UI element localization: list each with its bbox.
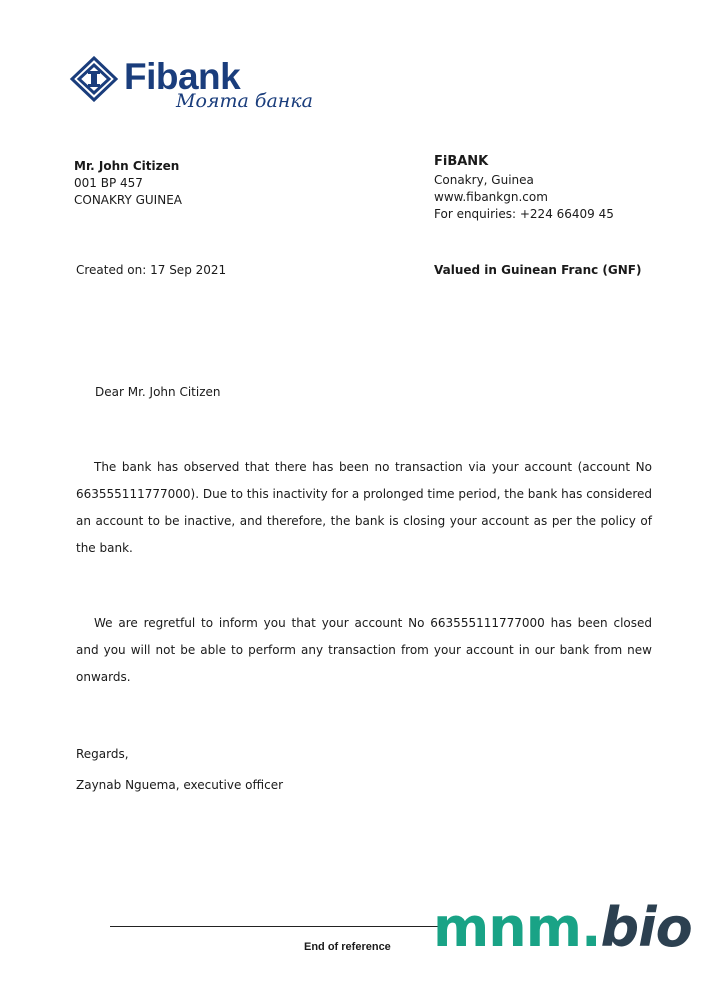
bank-enquiries: For enquiries: +224 66409 45: [434, 207, 614, 221]
paragraph-2: We are regretful to inform you that your account No 663555111777000 has been closed and you will not be able to perform any transaction from your account in our bank from new onwards.: [76, 616, 652, 684]
closing: Regards,: [76, 747, 129, 761]
recipient-name: Mr. John Citizen: [74, 159, 180, 173]
recipient-block: [74, 158, 182, 209]
paragraph-1: The bank has observed that there has been no transaction via your account (account No 663555111777000). Due to this inactivity for a prolonged time period, the bank has considered an account to be inactive, and therefore, the bank is closing your account as per the policy of the bank.: [76, 460, 652, 555]
logo-tagline: Моята банка: [176, 90, 313, 112]
watermark-part2: bio: [600, 896, 692, 959]
signature: Zaynab Nguema, executive officer: [76, 778, 284, 792]
valued-in: Valued in Guinean Franc (GNF): [434, 263, 642, 277]
bank-website: www.fibankgn.com: [434, 190, 548, 204]
bank-city: Conakry, Guinea: [434, 173, 534, 187]
salutation: Dear Mr. John Citizen: [95, 385, 221, 399]
fibank-emblem-icon: [68, 56, 120, 102]
recipient-address-line1: 001 BP 457: [74, 176, 143, 190]
bank-name: FiBANK: [434, 154, 489, 169]
logo-wordmark: Fibank: [124, 56, 241, 97]
created-on: Created on: 17 Sep 2021: [76, 263, 227, 277]
footer-divider: [110, 926, 440, 927]
footer-text: End of reference: [304, 941, 391, 953]
bank-logo: [68, 54, 338, 122]
recipient-address-line2: CONAKRY GUINEA: [74, 193, 182, 207]
watermark: [433, 895, 692, 961]
bank-block: [434, 153, 614, 223]
watermark-part1: mnm.: [433, 896, 601, 959]
